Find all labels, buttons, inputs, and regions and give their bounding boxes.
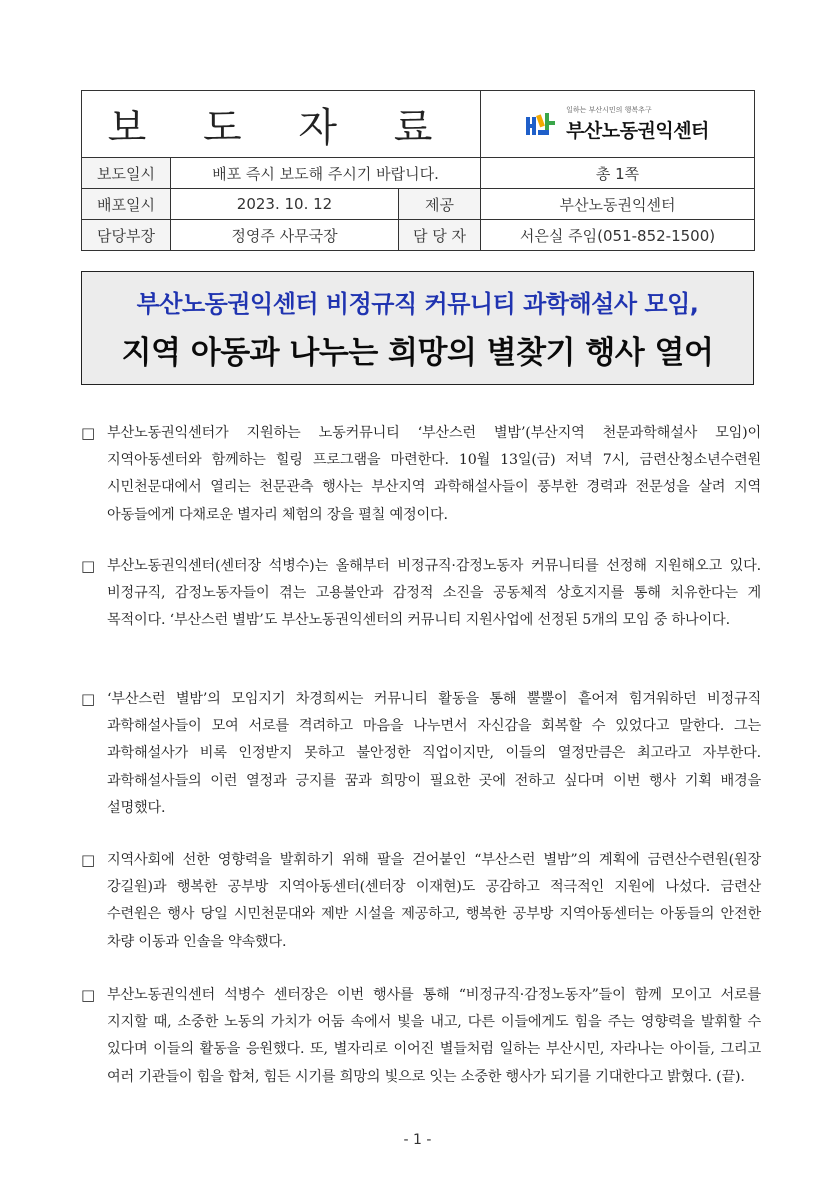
checkbox-bullet-icon: □ [81, 690, 96, 708]
paragraph-1 [81, 420, 761, 529]
paragraph-text: 지역사회에 선한 영향력을 발휘하기 위해 팔을 걷어붙인 “부산스런 별밤”의 계획에 금련산수련원(원장 강길원)과 행복한 공부방 지역아동센터(센터장 이재현)도 공감하고 적극적인 지원에 나섰다. 금련산 수련원은 행사 당일 시민천문대와 제반 시설을 제공하고, 행복한 공부방 지역아동센터는 아동들의 안전한 차량 이동과 인솔을 약속했다. [107, 852, 761, 950]
provider-value: 부산노동권익센터 [481, 189, 755, 220]
press-release-header-table [81, 90, 755, 251]
logo-slogan: 일하는 부산시민의 행복추구 [566, 106, 652, 114]
checkbox-bullet-icon: □ [81, 986, 96, 1004]
organization-logo [481, 91, 755, 158]
headline-line-1: 부산노동권익센터 비정규직 커뮤니티 과학해설사 모임, [136, 290, 699, 318]
headline-line-2: 지역 아동과 나누는 희망의 별찾기 행사 열어 [121, 335, 714, 371]
paragraph-5 [81, 982, 761, 1091]
paragraph-text: ‘부산스런 별밤’의 모임지기 차경희씨는 커뮤니티 활동을 통해 뿔뿔이 흩어져 힘겨워하던 비정규직 과학해설사들이 모여 서로를 격려하고 마음을 나누면서 자신감을 회복할 수 있었다고 말한다. 그는 과학해설사가 비록 인정받지 못하고 불안정한 직업이지만, 이들의 열정만큼은 최고라고 자부한다. 과학해설사들의 이런 열정과 긍지를 꿈과 희망이 필요한 곳에 전하고 싶다며 이번 행사 기획 배경을 설명했다. [107, 691, 761, 816]
logo-name: 부산노동권익센터 [566, 120, 709, 142]
headline-box [81, 271, 754, 385]
page-count: 총 1쪽 [481, 158, 755, 189]
distribution-date-value: 2023. 10. 12 [171, 189, 399, 220]
contact-person-label: 담 당 자 [399, 220, 481, 251]
checkbox-bullet-icon: □ [81, 557, 96, 575]
paragraph-3 [81, 686, 761, 822]
department-head-value: 정영주 사무국장 [171, 220, 399, 251]
logo-mark-icon [526, 111, 560, 137]
provider-label: 제공 [399, 189, 481, 220]
checkbox-bullet-icon: □ [81, 851, 96, 869]
paragraph-2 [81, 553, 761, 635]
distribution-date-label: 배포일시 [82, 189, 171, 220]
document-title: 보 도 자 료 [82, 91, 481, 158]
paragraph-text: 부산노동권익센터 석병수 센터장은 이번 행사를 통해 “비정규직·감정노동자”들이 함께 모이고 서로를 지지할 때, 소중한 노동의 가치가 어둠 속에서 빛을 내고, 다른 이들에게도 힘을 주는 영향력을 발휘할 수 있다며 이들의 활동을 응원했다. 또, 별자리로 이어진 별들처럼 일하는 부산시민, 자라나는 아이들, 그리고 여러 기관들이 힘을 합쳐, 힘든 시기를 희망의 빛으로 잇는 소중한 행사가 되기를 기대한다고 밝혔다. (끝). [107, 987, 761, 1085]
paragraph-text: 부산노동권익센터가 지원하는 노동커뮤니티 ‘부산스런 별밤’(부산지역 천문과학해설사 모임)이 지역아동센터와 함께하는 힐링 프로그램을 마련한다. 10월 13일(금) 저녁 7시, 금련산청소년수련원 시민천문대에서 열리는 천문관측 행사는 부산지역 과학해설사들이 풍부한 경력과 전문성을 살려 지역 아동들에게 다채로운 별자리 체험의 장을 펼칠 예정이다. [107, 425, 761, 523]
checkbox-bullet-icon: □ [81, 424, 96, 442]
department-head-label: 담당부장 [82, 220, 171, 251]
paragraph-4 [81, 847, 761, 956]
paragraph-text: 부산노동권익센터(센터장 석병수)는 올해부터 비정규직·감정노동자 커뮤니티를 선정해 지원해오고 있다. 비정규직, 감정노동자들이 겪는 고용불안과 감정적 소진을 공동체적 상호지지를 통해 치유한다는 게 목적이다. ‘부산스런 별밤’도 부산노동권익센터의 커뮤니티 지원사업에 선정된 5개의 모임 중 하나이다. [107, 558, 761, 629]
release-time-label: 보도일시 [82, 158, 171, 189]
page-number: - 1 - [403, 1132, 432, 1148]
contact-person-value: 서은실 주임(051-852-1500) [481, 220, 755, 251]
release-time-value: 배포 즉시 보도해 주시기 바랍니다. [171, 158, 481, 189]
